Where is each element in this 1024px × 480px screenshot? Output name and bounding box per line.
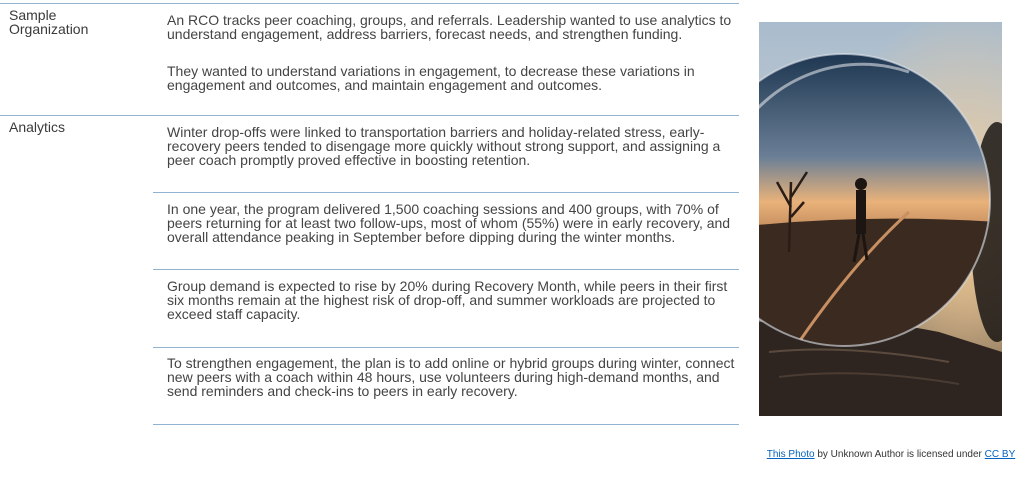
- analytics-paragraph-descriptive: In one year, the program delivered 1,500 coaching sessions and 400 groups, with 70% of peers returning for at least two follow-ups, most of whom (55%) were in early recovery, and overall attendance peaking in September before dipping during the winter months.: [167, 201, 731, 245]
- analytics-paragraph-predictive: Group demand is expected to rise by 20% during Recovery Month, while peers in their first six months remain at the highest risk of drop-off, and summer workloads are projected to exceed staff capacity.: [167, 278, 728, 322]
- crystal-ball-photo: [759, 22, 1002, 416]
- photo-link[interactable]: This Photo: [766, 449, 815, 460]
- row-divider: [0, 115, 739, 116]
- analytics-paragraph-diagnostic: Winter drop-offs were linked to transportation barriers and holiday-related stress, early-recovery peers tended to disengage more quickly without strong support, and assigning a peer coach promptly proved effective in boosting retention.: [167, 124, 721, 168]
- cell-divider-3: [153, 347, 739, 348]
- table-top-rule: [0, 3, 739, 4]
- sample-org-paragraph-1: An RCO tracks peer coaching, groups, and referrals. Leadership wanted to use analytics to understand engagement, address barriers, forecast needs, and strengthen funding.: [167, 12, 732, 42]
- credit-text: by Unknown Author is licensed under: [814, 449, 985, 460]
- photo-credit: [760, 449, 1022, 461]
- table-bottom-rule: [153, 424, 739, 425]
- row-label-analytics: Analytics: [9, 119, 66, 135]
- cell-divider-2: [153, 269, 739, 270]
- cell-divider-1: [153, 192, 739, 193]
- row-label-sample-organization: Sample Organization: [9, 7, 89, 37]
- license-link[interactable]: CC BY: [984, 449, 1016, 460]
- sample-org-paragraph-2: They wanted to understand variations in engagement, to decrease these variations in engagement and outcomes, and maintain engagement and outcomes.: [167, 63, 695, 93]
- analytics-paragraph-prescriptive: To strengthen engagement, the plan is to add online or hybrid groups during winter, connect new peers with a coach within 48 hours, use volunteers during high-demand months, and send reminders and check-ins to peers in early recovery.: [167, 355, 735, 399]
